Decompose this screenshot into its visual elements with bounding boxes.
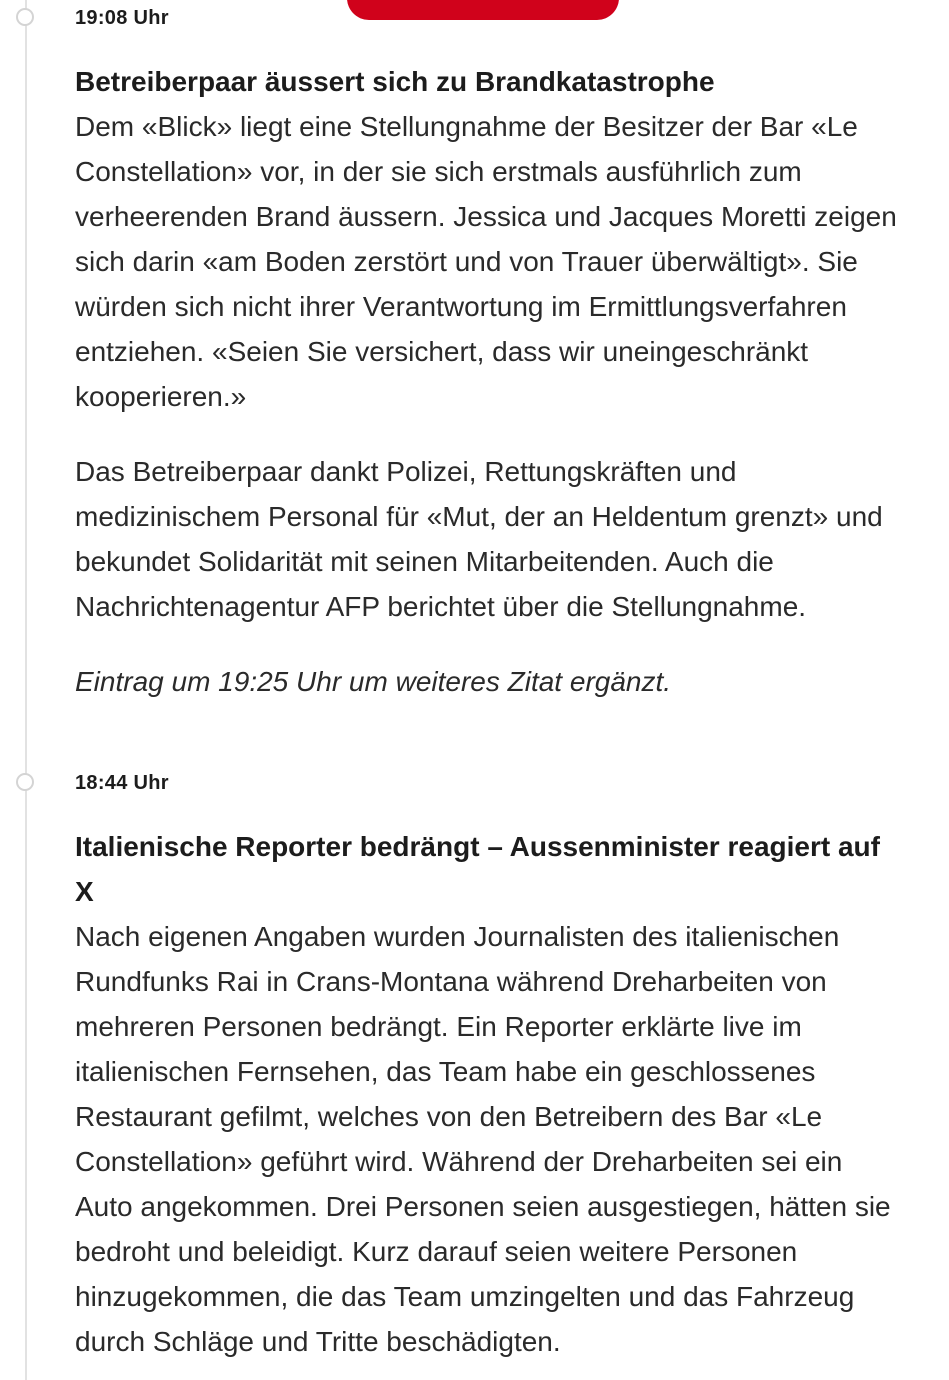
entry-headline: Betreiberpaar äussert sich zu Brandkatastrophe (75, 66, 715, 97)
timeline-marker-icon (16, 773, 34, 791)
entry-paragraph: Dem «Blick» liegt eine Stellungnahme der Besitzer der Bar «Le Constellation» vor, in der sie sich erstmals ausführlich zum verheerenden Brand äussern. Jessica und Jacques Moretti zeigen sich darin «am Boden zerstört und von Trauer überwältigt». Sie würden sich nicht ihrer Verantwortung im Ermittlungsverfahren entziehen. «Seien Sie versichert, dass wir uneingeschränkt kooperieren.» (75, 111, 897, 412)
entry-timestamp: 19:08 Uhr (75, 7, 169, 29)
ticker-entry (75, 6, 905, 704)
timeline-line (25, 0, 27, 1380)
entry-paragraph: Das Betreiberpaar dankt Polizei, Rettungskräften und medizinischem Personal für «Mut, der an Heldentum grenzt» und bekundet Solidarität mit seinen Mitarbeitenden. Auch die Nachrichtenagentur AFP berichtet über die Stellungnahme. (75, 456, 883, 622)
timeline-marker-icon (16, 8, 34, 26)
ticker-entry (75, 771, 905, 1364)
entry-update-note: Eintrag um 19:25 Uhr um weiteres Zitat ergänzt. (75, 666, 672, 697)
entry-headline: Italienische Reporter bedrängt – Aussenminister reagiert auf X (75, 831, 880, 907)
entry-paragraph: Nach eigenen Angaben wurden Journalisten des italienischen Rundfunks Rai in Crans-Montana während Dreharbeiten von mehreren Personen bedrängt. Ein Reporter erklärte live im italienischen Fernsehen, das Team habe ein geschlossenes Restaurant gefilmt, welches von den Betreibern des Bar «Le Constellation» geführt wird. Während der Dreharbeiten sei ein Auto angekommen. Drei Personen seien ausgestiegen, hätten sie bedroht und beleidigt. Kurz darauf seien weitere Personen hinzugekommen, die das Team umzingelten und das Fahrzeug durch Schläge und Tritte beschädigten. (75, 921, 891, 1357)
entry-timestamp: 18:44 Uhr (75, 772, 169, 794)
